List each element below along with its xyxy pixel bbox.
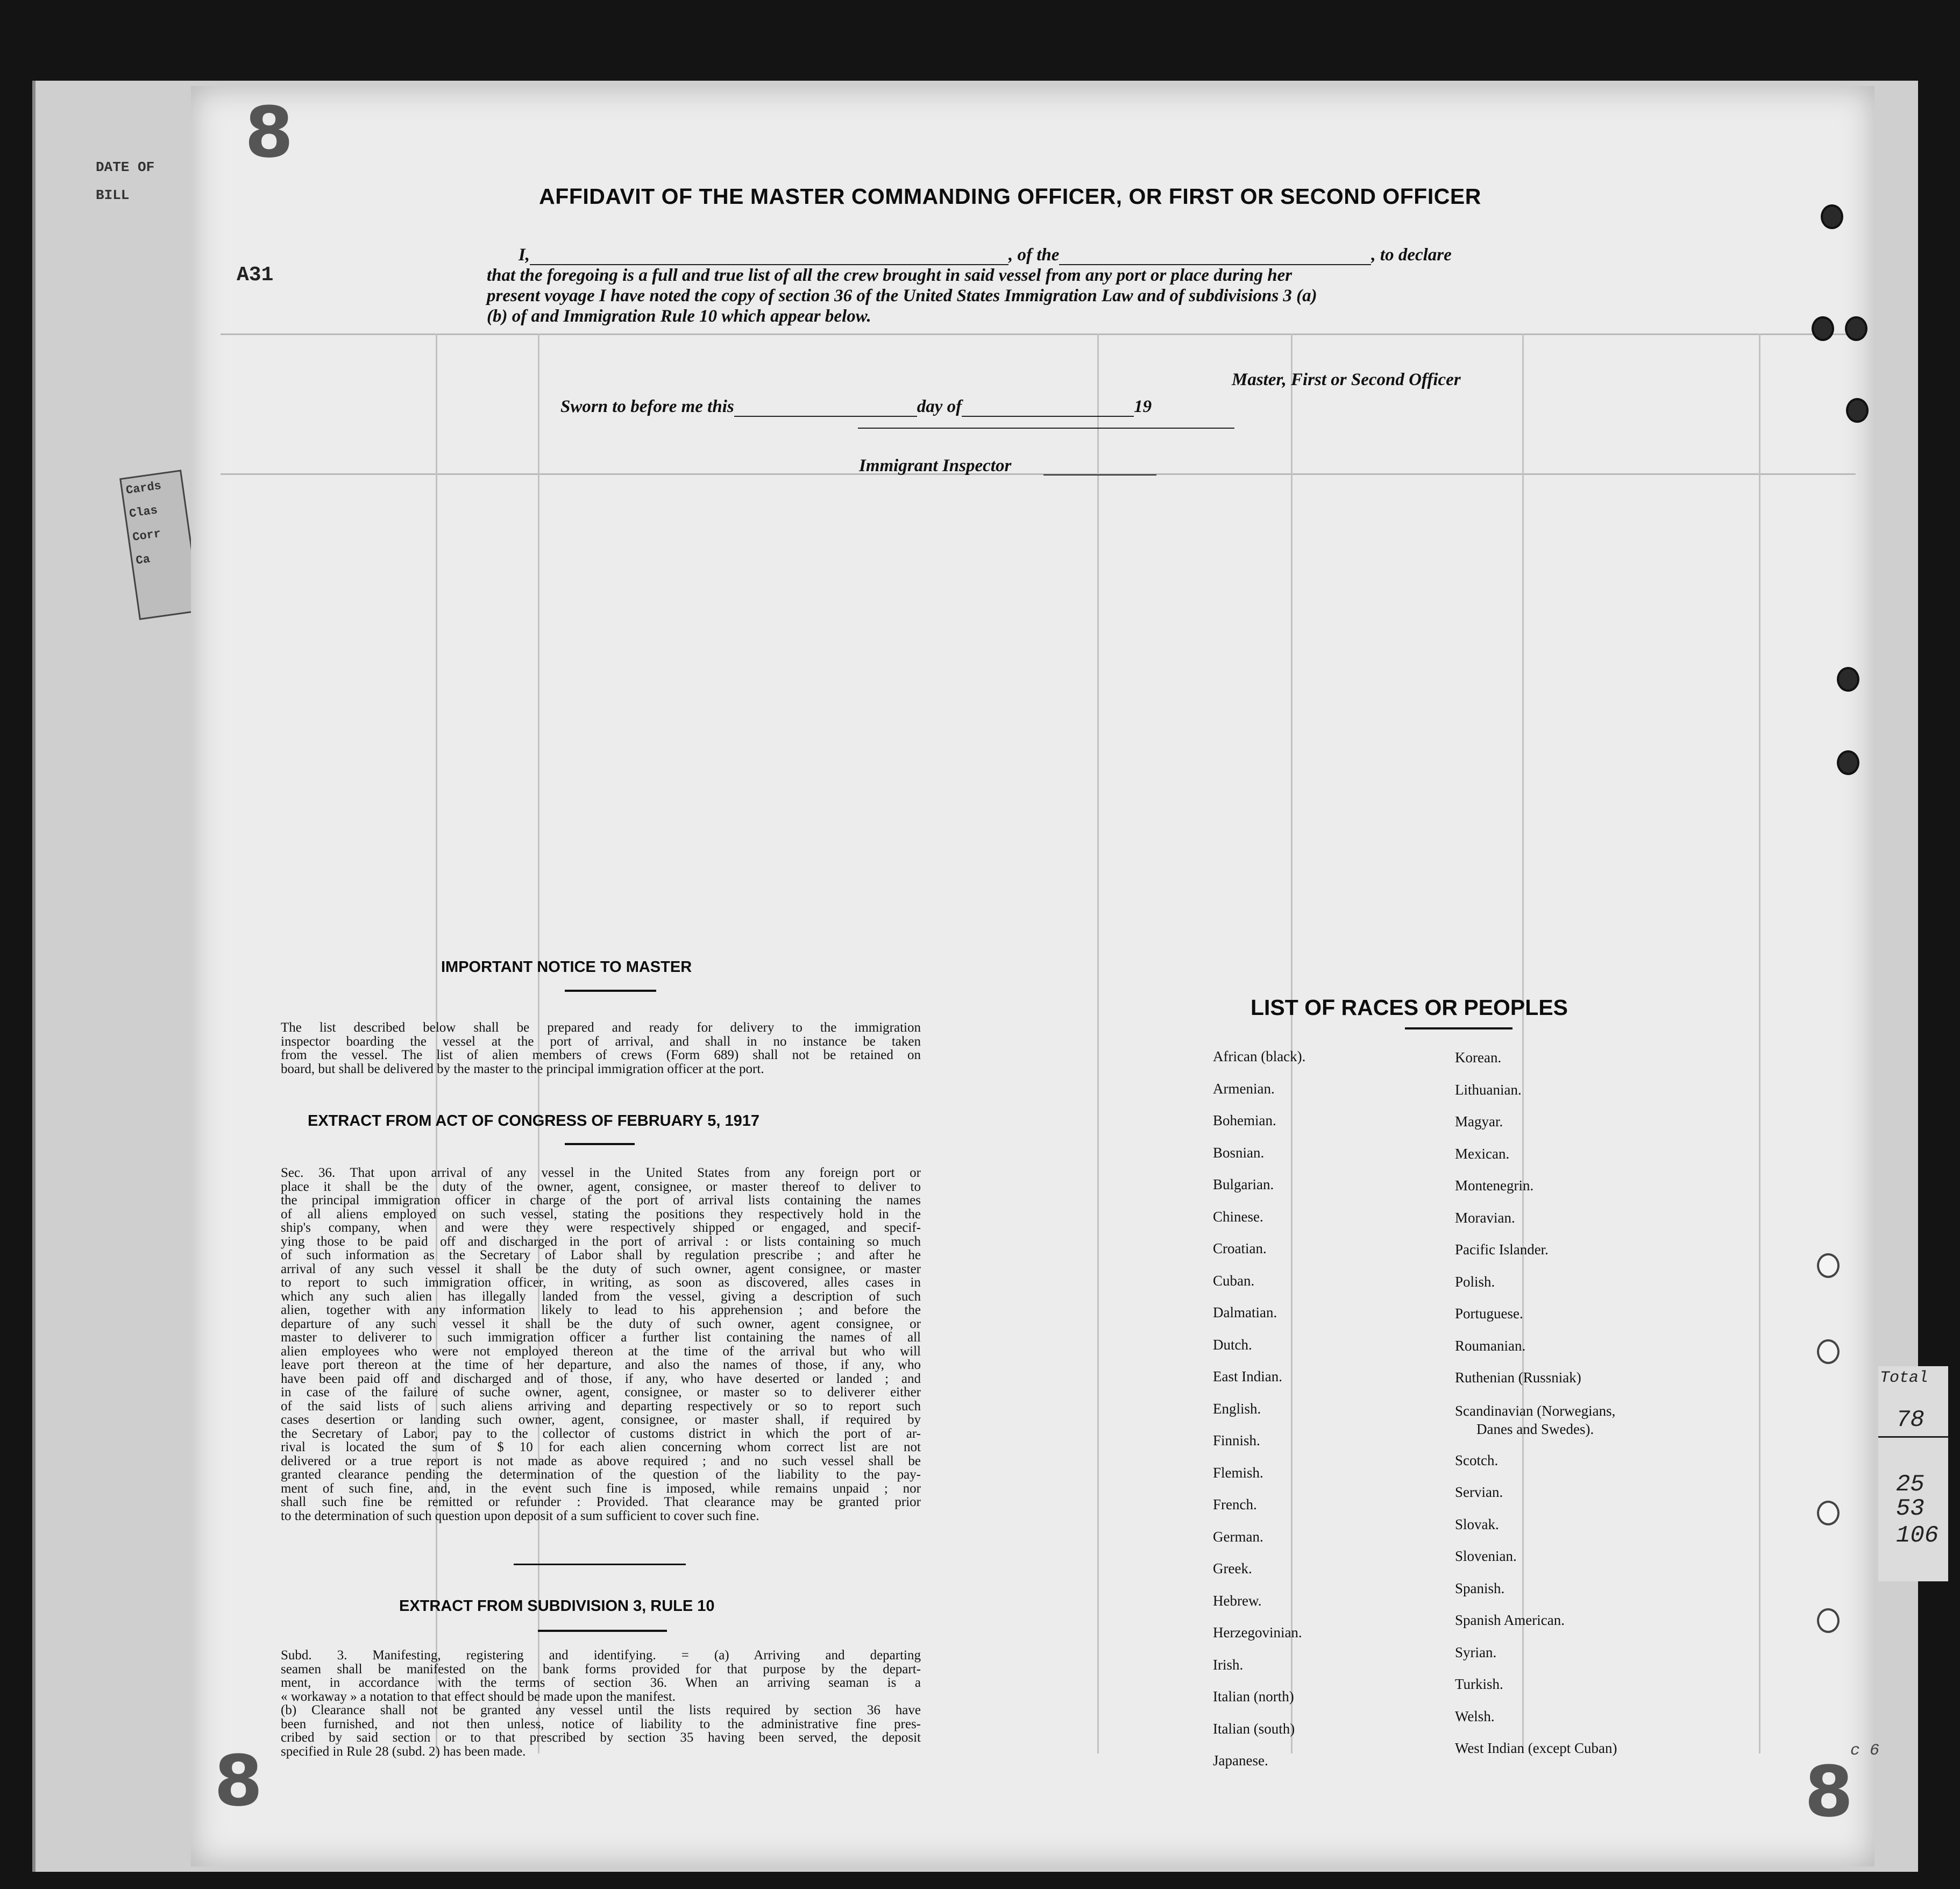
affidavit-i: I, [518, 245, 530, 265]
notice-line: inspector boarding the vessel at the port of arrival, and shall in no instance be taken [281, 1034, 921, 1049]
act-line: ying those to be paid off and discharged in the port of arrival : or lists containing so much [281, 1234, 921, 1249]
bill-stamp: BILL [96, 187, 130, 203]
affidavit-to-declare: , to declare [1371, 245, 1452, 265]
rule-title-rule [538, 1630, 667, 1632]
race-item: Moravian. [1455, 1209, 1515, 1226]
race-item: Irish. [1213, 1656, 1244, 1673]
race-item: Roumanian. [1455, 1337, 1526, 1354]
race-item: Spanish. [1455, 1580, 1505, 1596]
ghost-rule [221, 333, 1856, 335]
affidavit-of-the: , of the [1009, 245, 1060, 265]
punch-hole [1846, 398, 1869, 423]
act-line: place it shall be the duty of the owner, agent, consignee, or master thereof to deliver to [281, 1179, 921, 1194]
handwritten-mark: A31 [237, 264, 274, 287]
act-line: ment of such fine, and, in the event such fine is imposed, while remains unpaid ; nor [281, 1481, 921, 1496]
inspector-label: Immigrant Inspector [859, 456, 1012, 475]
race-item: Italian (north) [1213, 1688, 1294, 1705]
side-stamp-line: Ca [135, 552, 151, 568]
race-item: Welsh. [1455, 1708, 1495, 1724]
notice-line: board, but shall be delivered by the master to the principal immigration officer at the port. [281, 1061, 764, 1076]
tally-rule [1878, 1436, 1948, 1438]
signature-label: Master, First or Second Officer [1232, 370, 1461, 389]
race-item: Korean. [1455, 1049, 1502, 1066]
bottom-right-mark: c 6 [1850, 1742, 1880, 1760]
notice-line: from the vessel. The list of alien members of crews (Form 689) shall not be retained on [281, 1048, 921, 1062]
race-item: French. [1213, 1496, 1257, 1512]
affidavit-line: that the foregoing is a full and true list of all the crew brought in said vessel from any port or place during her [487, 266, 1293, 285]
side-stamp-line: Clas [128, 503, 159, 521]
tally-label: Total [1880, 1369, 1929, 1387]
race-item: Bohemian. [1213, 1112, 1276, 1128]
rule-line: Subd. 3. Manifesting, registering and identifying. = (a) Arriving and departing [281, 1648, 921, 1663]
race-item: Magyar. [1455, 1113, 1503, 1130]
act-title: EXTRACT FROM ACT OF CONGRESS OF FEBRUARY 5, 1917 [308, 1112, 760, 1130]
act-rule [565, 1143, 635, 1145]
punch-hole [1837, 750, 1859, 775]
race-item: Italian (south) [1213, 1720, 1295, 1737]
race-item: Mexican. [1455, 1145, 1510, 1162]
race-item: Scandinavian (Norwegians, [1455, 1402, 1616, 1419]
act-line: the principal immigration officer in charge of the port of arrival lists containing the names [281, 1193, 921, 1208]
side-stamp-line: Cards [125, 479, 162, 498]
tally-value: 25 [1896, 1471, 1925, 1498]
act-line: Sec. 36. That upon arrival of any vessel in the United States from any foreign port or [281, 1166, 921, 1180]
race-item: Slovak. [1455, 1516, 1499, 1532]
act-line: to the determination of such question upon deposit of a sum sufficient to cover such fine. [281, 1508, 759, 1523]
races-right-column [1455, 1042, 1756, 1765]
rule-line: ment, in accordance with the terms of section 36. When an arriving seaman is a [281, 1675, 921, 1690]
sheet-number-bottom-right: 8 [1805, 1751, 1854, 1833]
race-item: Pacific Islander. [1455, 1241, 1549, 1258]
race-item: Danes and Swedes). [1476, 1421, 1594, 1437]
affidavit-line: (b) of and Immigration Rule 10 which appear below. [487, 307, 871, 326]
signature-line [858, 428, 1234, 429]
act-end-rule [514, 1564, 686, 1565]
race-item: Dutch. [1213, 1336, 1252, 1353]
act-line: to report to such immigration officer, in writing, as soon as discovered, alles cases in [281, 1275, 921, 1290]
race-item: Croatian. [1213, 1240, 1267, 1256]
affidavit-line-declaration [487, 245, 1530, 265]
month-blank [962, 416, 1134, 417]
act-line: alien employees who were not employed thereon at the time of the arrival but who will [281, 1344, 921, 1359]
race-item: Bulgarian. [1213, 1176, 1274, 1192]
notice-rule [565, 990, 656, 992]
sworn-line [560, 397, 1152, 417]
day-blank [734, 416, 917, 417]
race-item: West Indian (except Cuban) [1455, 1740, 1617, 1756]
race-item: Bosnian. [1213, 1144, 1265, 1161]
ghost-column [1097, 333, 1099, 1753]
act-line: of such information as the Secretary of Labor shall by regulation prescribe ; and after he [281, 1248, 921, 1262]
rule-line: been furnished, and not then unless, notice of liability to the administrative fine pres- [281, 1716, 921, 1731]
act-line: rival is located the sum of $ 10 for each alien concerning whom correct list are not [281, 1440, 921, 1454]
act-line: of the said lists of such aliens arriving and departing respectively or so to report such [281, 1398, 921, 1414]
act-line: cases desertion or landing such owner, agent, consignee, or master shall, if required by [281, 1412, 921, 1427]
race-item: Hebrew. [1213, 1592, 1262, 1609]
punch-hole [1817, 1253, 1840, 1278]
punch-hole [1817, 1501, 1840, 1525]
tally-value: 53 [1896, 1495, 1925, 1522]
races-rule [1405, 1027, 1512, 1029]
rule-line: specified in Rule 28 (subd. 2) has been made. [281, 1744, 526, 1759]
notice-title: IMPORTANT NOTICE TO MASTER [441, 958, 692, 976]
act-line: leave port thereon at the time of her departure, and also the names of those, if any, who [281, 1358, 921, 1372]
race-item: Montenegrin. [1455, 1177, 1534, 1194]
day-of-label: day of [917, 397, 962, 416]
act-line: granted clearance pending the determination of the question of the liability to the pay- [281, 1467, 921, 1482]
race-item: Scotch. [1455, 1452, 1499, 1468]
rule-line: « workaway » a notation to that effect should be made upon the manifest. [281, 1689, 676, 1704]
punch-hole [1821, 204, 1843, 229]
race-item: Spanish American. [1455, 1612, 1565, 1628]
punch-hole [1845, 316, 1867, 341]
punch-hole [1817, 1608, 1840, 1633]
act-line: departure of any such vessel it shall be the duty of such owner, agent consignee, or [281, 1316, 921, 1331]
race-item: Lithuanian. [1455, 1081, 1522, 1098]
act-body [281, 1166, 921, 1523]
act-line: ship's company, when and were they were respectively shipped or engaged, and specif- [281, 1220, 921, 1235]
race-item: Slovenian. [1455, 1548, 1517, 1564]
race-item: Servian. [1455, 1484, 1503, 1500]
act-line: which any such alien has illegally landed from the vessel, giving a description of such [281, 1289, 921, 1304]
race-item: Cuban. [1213, 1272, 1255, 1289]
race-item: Greek. [1213, 1560, 1252, 1576]
sheet-number-top-left: 8 [245, 91, 294, 173]
tally-value: 78 [1896, 1407, 1925, 1433]
race-item: Turkish. [1455, 1676, 1503, 1692]
rule-body [281, 1649, 921, 1758]
punch-hole [1812, 316, 1834, 341]
act-line: delivered or a true report is not made as above required ; and no such vessel shall be [281, 1453, 921, 1468]
act-line: arrival of any such vessel it shall be the duty of such owner, agent consignee, or master [281, 1261, 921, 1276]
races-left-column [1213, 1041, 1439, 1777]
tally-value: 106 [1896, 1522, 1939, 1549]
year-prefix: 19 [1134, 397, 1152, 416]
race-item: Syrian. [1455, 1644, 1497, 1660]
act-line: master to deliverer to such immigration officer a further list containing the names of all [281, 1330, 921, 1345]
race-item: East Indian. [1213, 1368, 1282, 1384]
race-item: African (black). [1213, 1048, 1306, 1064]
race-item: Dalmatian. [1213, 1304, 1277, 1320]
notice-line: The list described below shall be prepared and ready for delivery to the immigration [281, 1020, 921, 1035]
sworn-label: Sworn to before me this [560, 397, 734, 416]
act-line: have been paid off and discharged and of those, if any, who have deserted or landed ; and [281, 1371, 921, 1386]
side-stamp-line: Corr [131, 527, 162, 544]
act-line: shall such fine be remitted or refunder : Provided. That clearance may be granted prior [281, 1495, 921, 1509]
race-item: Herzegovinian. [1213, 1624, 1302, 1641]
act-line: the Secretary of Labor, pay to the collector of customs district in which the port of ar- [281, 1426, 921, 1441]
race-item: Portuguese. [1455, 1305, 1523, 1322]
races-title: LIST OF RACES OR PEOPLES [1251, 995, 1568, 1020]
punch-hole [1837, 667, 1859, 692]
punch-hole [1817, 1339, 1840, 1364]
race-item: Armenian. [1213, 1080, 1275, 1097]
ghost-column [1759, 333, 1760, 1753]
affidavit-body [487, 245, 1530, 326]
race-item: Japanese. [1213, 1752, 1268, 1769]
date-of-stamp: DATE OF [96, 159, 155, 175]
race-item: German. [1213, 1528, 1263, 1545]
race-item: Polish. [1455, 1273, 1495, 1290]
act-line: in case of the failure of suche owner, agent, consignee, or master so to deliverer either [281, 1385, 921, 1400]
rule-title: EXTRACT FROM SUBDIVISION 3, RULE 10 [399, 1597, 715, 1615]
race-item: English. [1213, 1400, 1261, 1417]
act-line: alien, together with any information likely to lead to his apprehension ; and before the [281, 1303, 921, 1317]
inspector-line [1043, 474, 1156, 475]
notice-body [281, 1021, 921, 1076]
race-item: Finnish. [1213, 1432, 1260, 1448]
sheet-number-bottom-left: 8 [214, 1740, 263, 1822]
ghost-rule [221, 473, 1856, 475]
race-item: Flemish. [1213, 1464, 1263, 1481]
rule-line: cribed by said section or to that prescribed by section 35 having been served, the deposit [281, 1730, 921, 1745]
affidavit-line: present voyage I have noted the copy of section 36 of the United States Immigration Law and of subdivisions 3 (a) [487, 286, 1317, 306]
affidavit-title: AFFIDAVIT OF THE MASTER COMMANDING OFFICER, OR FIRST OR SECOND OFFICER [539, 184, 1481, 209]
race-item: Ruthenian (Russniak) [1455, 1369, 1581, 1386]
race-item: Chinese. [1213, 1208, 1263, 1225]
rule-line: seamen shall be manifested on the bank forms provided for that purpose by the depart- [281, 1661, 921, 1677]
rule-line: (b) Clearance shall not be granted any vessel until the lists required by section 36 have [281, 1703, 921, 1717]
act-line: of all aliens employed on such vessel, stating the positions they respectively hold in the [281, 1206, 921, 1222]
